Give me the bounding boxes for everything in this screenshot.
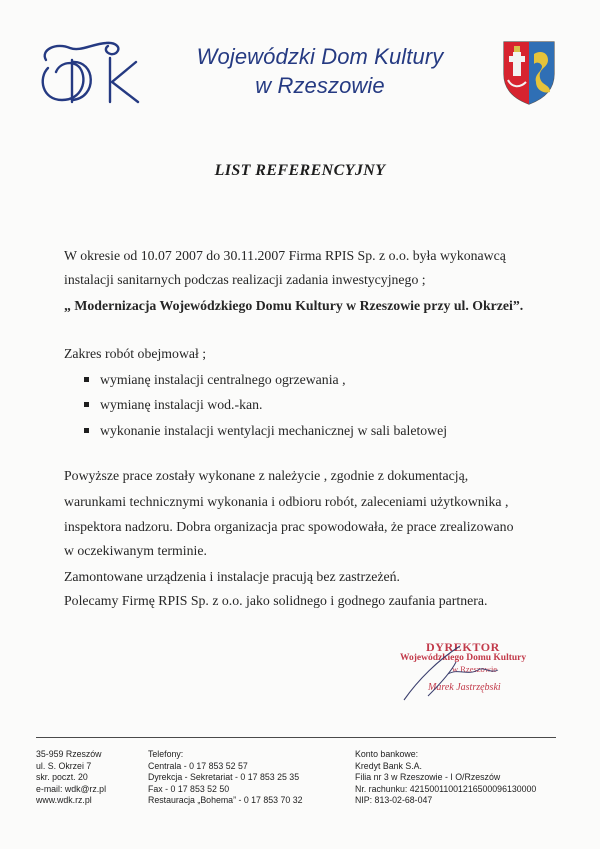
bullet-icon bbox=[84, 428, 89, 433]
bullet-icon bbox=[84, 402, 89, 407]
footer-bank: Konto bankowe: Kredyt Bank S.A. Filia nr 3 w Rzeszowie - I O/Rzeszów Nr. rachunku: 42150011001216500096130000 NIP: 813-02-68-047 bbox=[355, 749, 537, 806]
director-stamp bbox=[398, 640, 548, 710]
email-link: e-mail: wdk@rz.pl bbox=[36, 783, 107, 794]
recommendation: Polecamy Firmę RPIS Sp. z o.o. jako solidnego i godnego zaufania partnera. bbox=[64, 593, 488, 608]
handwritten-signature bbox=[398, 640, 548, 710]
assessment-line-2: warunkami technicznymi wykonania i odbioru robót, zaleceniami użytkownika , bbox=[64, 494, 509, 509]
scope-item: wykonanie instalacji wentylacji mechanicznej w sali baletowej bbox=[84, 421, 447, 441]
wdk-logo bbox=[36, 40, 146, 106]
assessment-line-3: inspektora nadzoru. Dobra organizacja prac spowodowała, że prace zrealizowano bbox=[64, 519, 514, 534]
bullet-icon bbox=[84, 377, 89, 382]
stamp-institution: Wojewódzkiego Domu Kultury bbox=[400, 653, 527, 663]
stamp-title: DYREKTOR bbox=[426, 640, 500, 654]
assessment-line-1: Powyższe prace zostały wykonane z należycie , zgodnie z dokumentacją, bbox=[64, 468, 469, 483]
document-title: LIST REFERENCYJNY bbox=[214, 162, 386, 179]
footer-address: 35-959 Rzeszów ul. S. Okrzei 7 skr. poczt. 20 e-mail: wdk@rz.pl www.wdk.rz.pl bbox=[36, 749, 107, 806]
scope-item: wymianę instalacji wod.-kan. bbox=[84, 395, 262, 415]
org-name-line2: w Rzeszowie bbox=[255, 73, 385, 98]
stamp-city: w Rzeszowie bbox=[452, 664, 498, 674]
equipment-statement: Zamontowane urządzenia i instalacje pracują bez zastrzeżeń. bbox=[64, 569, 400, 584]
project-name: „ Modernizacja Wojewódzkiego Domu Kultury w Rzeszowie przy ul. Okrzei”. bbox=[64, 298, 524, 313]
coat-of-arms-icon bbox=[500, 38, 558, 106]
scope-item: wymianę instalacji centralnego ogrzewania , bbox=[84, 370, 346, 390]
intro-line-1: W okresie od 10.07 2007 do 30.11.2007 Firma RPIS Sp. z o.o. była wykonawcą bbox=[64, 248, 506, 263]
footer-divider bbox=[36, 737, 556, 738]
intro-line-2: instalacji sanitarnych podczas realizacji zadania inwestycyjnego ; bbox=[64, 272, 426, 287]
org-name-line1: Wojewódzki Dom Kultury bbox=[196, 44, 444, 69]
director-name: Marek Jastrzębski bbox=[428, 682, 501, 693]
scope-intro: Zakres robót obejmował ; bbox=[64, 346, 207, 361]
organization-name bbox=[150, 42, 490, 100]
website-link: www.wdk.rz.pl bbox=[36, 795, 92, 806]
assessment-line-4: w oczekiwanym terminie. bbox=[64, 543, 207, 558]
footer-phones: Telefony: Centrala - 0 17 853 52 57 Dyrekcja - Sekretariat - 0 17 853 25 35 Fax - 0 17 853 52 50 Restauracja „Bohema” - 0 17 853 70 32 bbox=[148, 749, 303, 806]
